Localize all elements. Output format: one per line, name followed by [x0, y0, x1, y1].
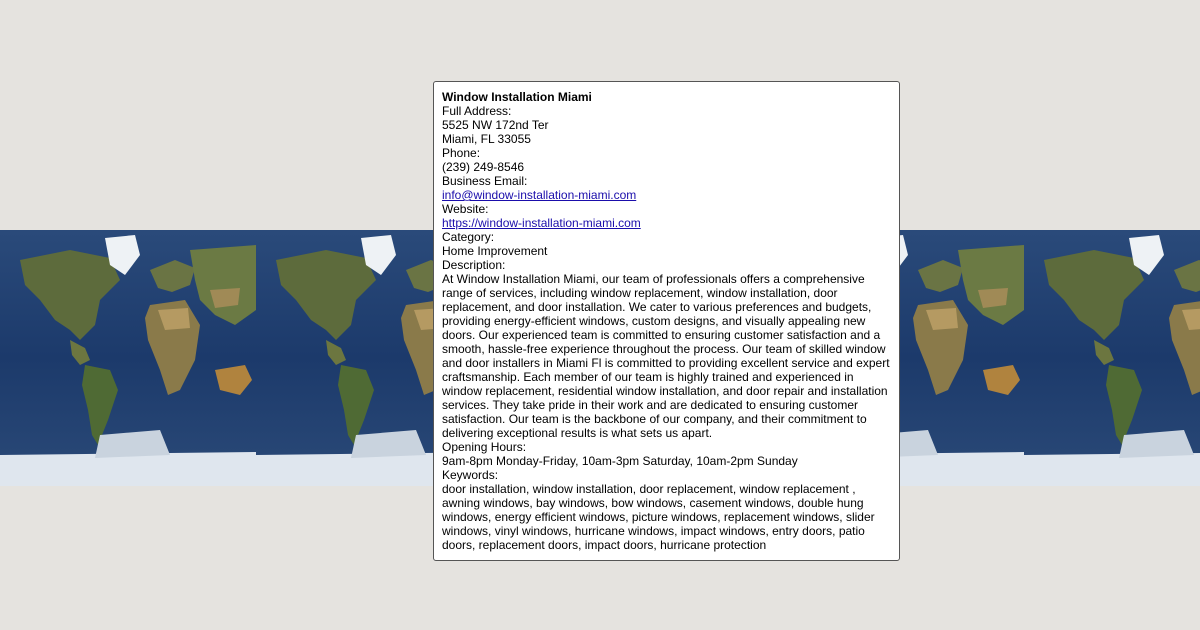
keywords-text: door installation, window installation, door replacement, window replacement , awning windows, bay windows, bow windows, casement windows, double hung windows, energy efficient windows, picture windows, replacement windows, slider windows, vinyl windows, hurricane windows, impact windows, entry doors, patio doors, replacement doors, impact doors, hurricane protection [442, 482, 875, 552]
description-text: At Window Installation Miami, our team of professionals offers a comprehensive range of services, including window replacement, window installation, door replacement, and door installation. We cater to various preferences and budgets, providing energy-efficient windows, custom designs, and visually appealing new doors. Our experienced team is committed to ensuring customer satisfaction and a smooth, hassle-free experience throughout the process. Our team of skilled window and door installers in Miami Fl is committed to providing excellent service and expert craftsmanship. Each member of our team is highly trained and experienced in window replacement, residential window installation, and door repair and installation services. They take pride in their work and are dedicated to ensuring customer satisfaction. Our team is the backbone of our company, and their commitment to delivering exceptional results is what sets us apart. [442, 272, 890, 440]
category-label: Category: [442, 230, 495, 244]
website-link[interactable]: https://window-installation-miami.com [442, 216, 641, 230]
website-label: Website: [442, 202, 489, 216]
phone-value: (239) 249-8546 [442, 160, 525, 174]
hours-value: 9am-8pm Monday-Friday, 10am-3pm Saturday, 10am-2pm Sunday [442, 454, 798, 468]
hours-label: Opening Hours: [442, 440, 527, 454]
address-label: Full Address: [442, 104, 512, 118]
email-link[interactable]: info@window-installation-miami.com [442, 188, 637, 202]
business-name: Window Installation Miami [442, 90, 592, 104]
keywords-label: Keywords: [442, 468, 499, 482]
address-line2: Miami, FL 33055 [442, 132, 531, 146]
description-label: Description: [442, 258, 506, 272]
category-value: Home Improvement [442, 244, 548, 258]
address-line1: 5525 NW 172nd Ter [442, 118, 549, 132]
phone-label: Phone: [442, 146, 481, 160]
email-label: Business Email: [442, 174, 528, 188]
business-info-window [433, 81, 900, 561]
